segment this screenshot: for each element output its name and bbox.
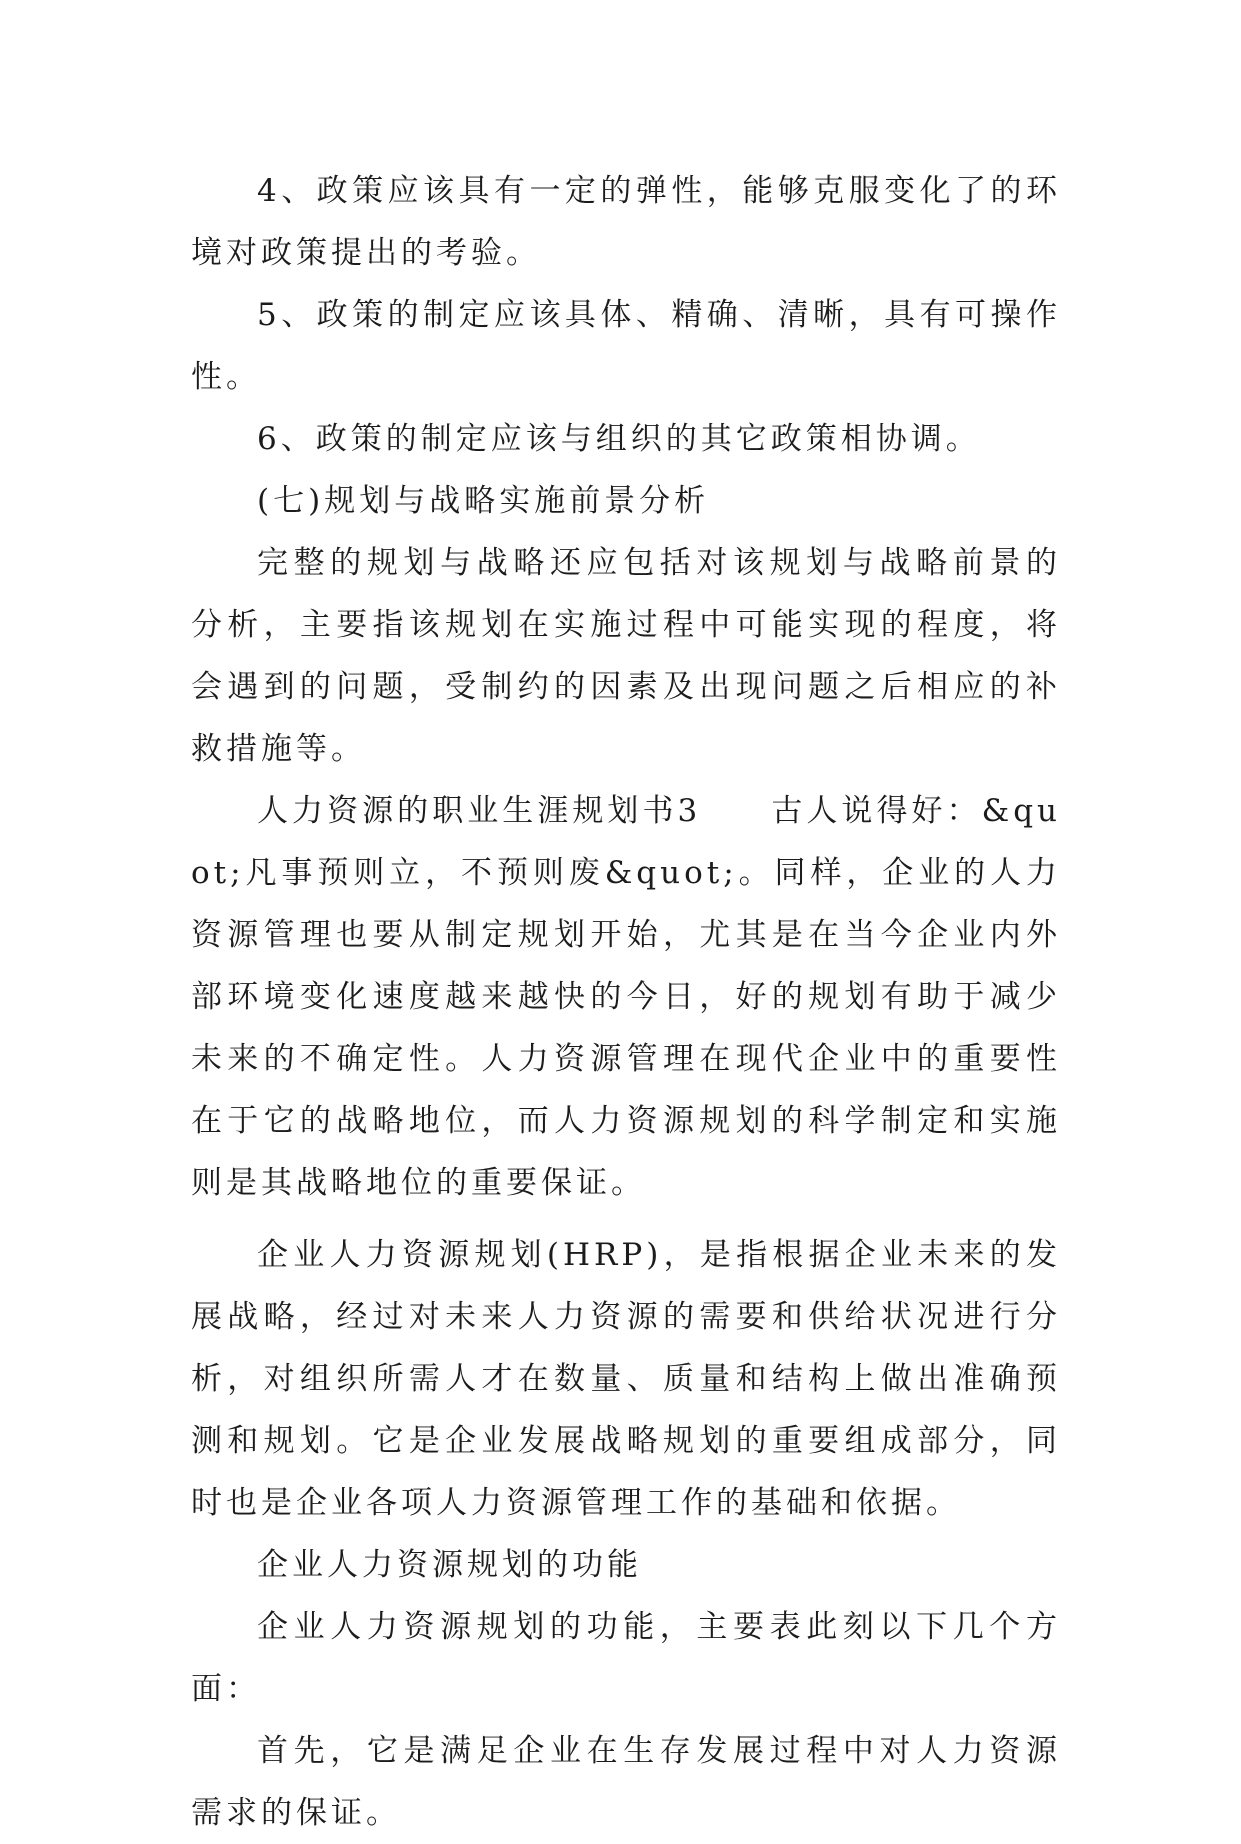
- section-heading-hrp-function: 企业人力资源规划的功能: [257, 1547, 642, 1583]
- paragraph-hrp-function-intro: 企业人力资源规划的功能，主要表此刻以下几个方面：: [191, 1609, 1061, 1707]
- paragraph-policy-5: 5、政策的制定应该具体、精确、清晰，具有可操作性。: [191, 297, 1061, 395]
- paragraph-career-plan-3: 人力资源的职业生涯规划书3 古人说得好：&quot;凡事预则立，不预则废&quot;。同样，企业的人力资源管理也要从制定规划开始，尤其是在当今企业内外部环境变化速度越来越快的今日，好的规划有助于减少未来的不确定性。人力资源管理在现代企业中的重要性在于它的战略地位，而人力资源规划的科学制定和实施则是其战略地位的重要保证。: [191, 793, 1061, 1201]
- paragraph-prospect-analysis: 完整的规划与战略还应包括对该规划与战略前景的分析，主要指该规划在实施过程中可能实现的程度，将会遇到的问题，受制约的因素及出现问题之后相应的补救措施等。: [191, 545, 1061, 767]
- paragraph-hrp-definition: 企业人力资源规划(HRP)，是指根据企业未来的发展战略，经过对未来人力资源的需要和供给状况进行分析，对组织所需人才在数量、质量和结构上做出准确预测和规划。它是企业发展战略规划的重要组成部分，同时也是企业各项人力资源管理工作的基础和依据。: [191, 1237, 1061, 1521]
- paragraph-policy-6: 6、政策的制定应该与组织的其它政策相协调。: [257, 421, 981, 457]
- document-body: [191, 160, 1061, 1844]
- paragraph-policy-4: 4、政策应该具有一定的弹性，能够克服变化了的环境对政策提出的考验。: [191, 173, 1061, 271]
- paragraph-hrp-function-first: 首先，它是满足企业在生存发展过程中对人力资源需求的保证。: [191, 1733, 1061, 1831]
- section-heading-7: (七)规划与战略实施前景分析: [257, 483, 710, 519]
